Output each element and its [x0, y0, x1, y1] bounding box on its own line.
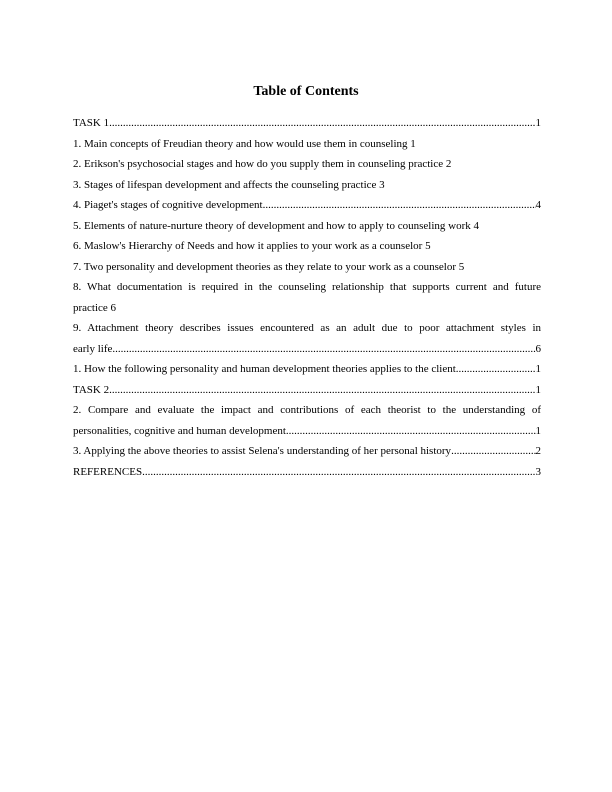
toc-entry-text: practice 6 [73, 301, 117, 314]
toc-entry-text: 5. Elements of nature-nurture theory of development and how to apply to counseling work 4 [73, 219, 479, 232]
toc-entry-text: 2. Erikson's psychosocial stages and how do you supply them in counseling practice 2 [73, 158, 452, 170]
toc-entry-text: 3. Applying the above theories to assist Selena's understanding of her personal history [73, 445, 452, 457]
toc-entry-text: 7. Two personality and development theories as they relate to your work as a counselor 5 [73, 260, 465, 273]
toc-entry-text: 1. How the following personality and human development theories applies to the client [73, 363, 456, 375]
toc-entry-text: early life [73, 342, 113, 355]
toc-entry-page: 1 [535, 363, 541, 375]
toc-entry-attachment-cont[interactable] [73, 339, 541, 360]
toc-entry-compare-evaluate[interactable] [73, 400, 541, 421]
toc-entry-page: 6 [535, 342, 541, 355]
toc-title: Table of Contents [253, 84, 359, 99]
toc-entry-attachment[interactable] [73, 318, 541, 339]
toc-entry-task-2[interactable] [73, 380, 541, 401]
toc-entry-task-1[interactable] [73, 113, 541, 134]
toc-entry-freudian[interactable] [73, 134, 541, 155]
dot-leader [286, 421, 536, 442]
toc-entry-text: 3. Stages of lifespan development and affects the counseling practice 3 [73, 178, 385, 191]
toc-entry-two-theories[interactable] [73, 257, 541, 278]
toc-entry-text: 2. Compare and evaluate the impact and contributions of each theorist to the understanding of [73, 404, 541, 416]
toc-entry-piaget[interactable] [73, 195, 541, 216]
dot-leader [263, 195, 536, 216]
toc-entry-text: 8. What documentation is required in the counseling relationship that supports current and future [73, 281, 541, 293]
toc-entry-text: REFERENCES [73, 465, 143, 478]
toc-entry-nature-nurture[interactable] [73, 216, 541, 237]
toc-list [73, 113, 541, 482]
toc-entry-text: TASK 1 [73, 117, 110, 129]
dot-leader [451, 441, 535, 462]
toc-entry-page: 1 [535, 424, 541, 437]
toc-entry-page: 4 [535, 199, 541, 211]
toc-entry-client-theories[interactable] [73, 359, 541, 380]
toc-entry-text: 1. Main concepts of Freudian theory and how would use them in counseling 1 [73, 137, 416, 150]
dot-leader [109, 380, 535, 401]
toc-entry-page: 2 [535, 445, 541, 457]
toc-entry-selena[interactable] [73, 441, 541, 462]
dot-leader [112, 339, 535, 360]
dot-leader [142, 462, 535, 483]
toc-entry-text: 6. Maslow's Hierarchy of Needs and how it applies to your work as a counselor 5 [73, 240, 431, 252]
dot-leader [109, 113, 535, 134]
toc-entry-text: 9. Attachment theory describes issues encountered as an adult due to poor attachment styles in [73, 322, 541, 334]
toc-entry-text: TASK 2 [73, 383, 110, 396]
toc-entry-references[interactable] [73, 462, 541, 483]
toc-entry-page: 1 [535, 383, 541, 396]
toc-entry-maslow[interactable] [73, 236, 541, 257]
toc-entry-text: 4. Piaget's stages of cognitive development [73, 199, 263, 211]
toc-entry-page: 3 [535, 465, 541, 478]
toc-entry-compare-evaluate-cont[interactable] [73, 421, 541, 442]
toc-entry-lifespan[interactable] [73, 175, 541, 196]
dot-leader [456, 359, 536, 380]
toc-entry-documentation-cont[interactable] [73, 298, 541, 319]
toc-entry-text: personalities, cognitive and human development [73, 424, 286, 437]
toc-entry-erikson[interactable] [73, 154, 541, 175]
toc-entry-page: 1 [535, 117, 541, 129]
toc-entry-documentation[interactable] [73, 277, 541, 298]
